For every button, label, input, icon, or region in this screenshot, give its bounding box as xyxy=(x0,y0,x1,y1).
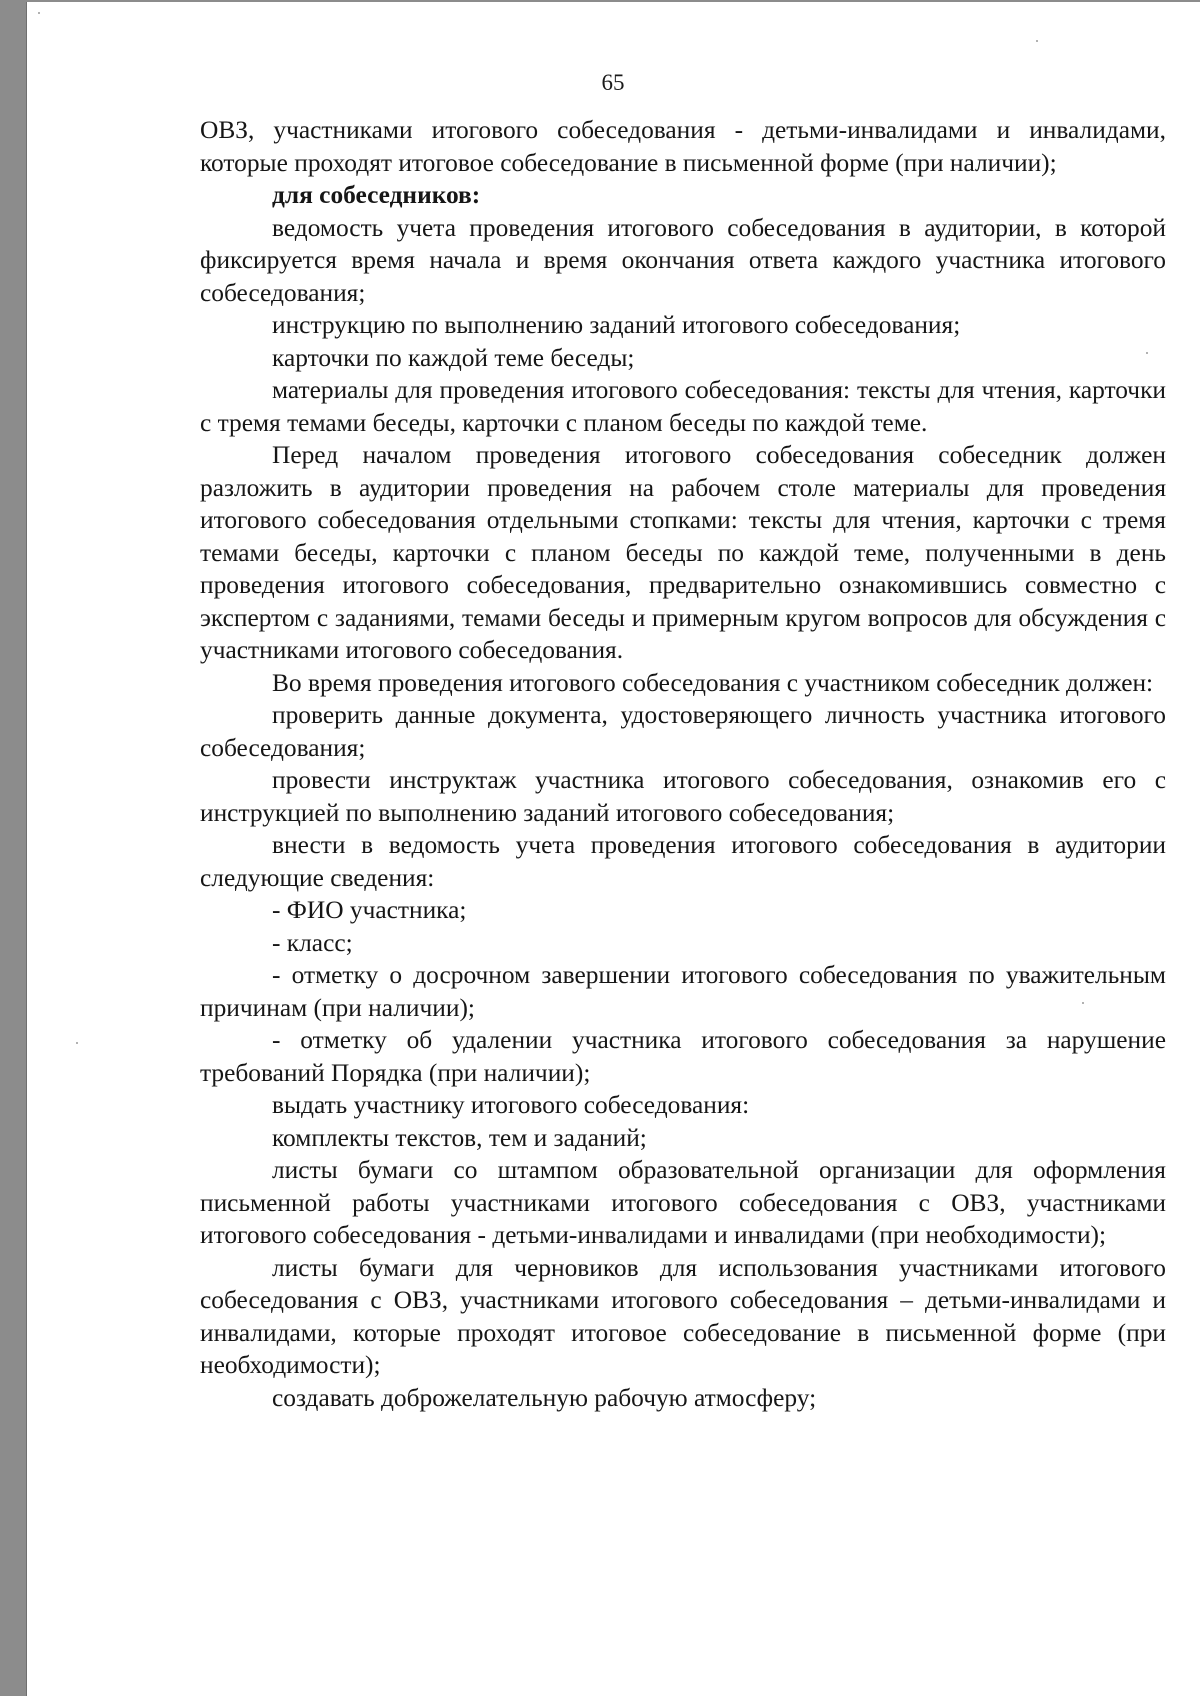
paragraph: Во время проведения итогового собеседования с участником собеседник должен: xyxy=(272,668,1154,697)
paragraph: провести инструктаж участника итогового собеседования, ознакомив его с инструкцией по выполнению заданий итогового собеседования; xyxy=(200,766,1166,827)
paragraph: листы бумаги со штампом образовательной организации для оформления письменной работы участниками итогового собеседования с ОВЗ, участниками итогового собеседования - детьми-инвалидами и инвалидами (при необходимости); xyxy=(200,1156,1166,1249)
paragraph: ведомость учета проведения итогового собеседования в аудитории, в которой фиксируется время начала и время окончания ответа каждого участника итогового собеседования; xyxy=(200,213,1166,307)
page-number: 65 xyxy=(601,70,625,95)
paragraph: комплекты текстов, тем и заданий; xyxy=(272,1123,647,1152)
paragraph: выдать участнику итогового собеседования: xyxy=(272,1091,750,1119)
document-page xyxy=(26,2,1200,1696)
paragraph: внести в ведомость учета проведения итогового собеседования в аудитории следующие сведения: xyxy=(200,831,1166,892)
scan-speck xyxy=(38,12,40,14)
paragraph: ОВЗ, участниками итогового собеседования - детьми-инвалидами и инвалидами, которые проходят итоговое собеседование в письменной форме (при наличии); xyxy=(200,116,1166,177)
scan-speck xyxy=(76,1042,78,1044)
scan-speck xyxy=(1036,40,1038,42)
paragraph: проверить данные документа, удостоверяющего личность участника итогового собеседования; xyxy=(200,701,1166,762)
paragraph: материалы для проведения итогового собеседования: тексты для чтения, карточки с тремя темами беседы, карточки с планом беседы по каждой теме. xyxy=(200,376,1166,437)
paragraph: Перед началом проведения итогового собеседования собеседник должен разложить в аудитории проведения на рабочем столе материалы для проведения итогового собеседования отдельными стопками: тексты для чтения, карточки с тремя темами беседы, карточки с планом беседы по каждой теме, полученными в день проведения итогового собеседования, предварительно ознакомившись совместно с экспертом с заданиями, темами беседы и примерным кругом вопросов для обсуждения с участниками итогового собеседования. xyxy=(200,441,1166,664)
paragraph: - отметку о досрочном завершении итогового собеседования по уважительным причинам (при наличии); xyxy=(200,961,1166,1022)
paragraph: инструкцию по выполнению заданий итогового собеседования; xyxy=(272,311,961,339)
paragraph: листы бумаги для черновиков для использования участниками итогового собеседования с ОВЗ, участниками итогового собеседования – детьми-инвалидами и инвалидами, которые проходят итоговое собеседование в письменной форме (при необходимости); xyxy=(200,1253,1166,1379)
paragraph: карточки по каждой теме беседы; xyxy=(272,343,635,372)
body-text xyxy=(200,114,1166,1414)
paragraph: - ФИО участника; xyxy=(272,896,467,924)
paragraph: создавать доброжелательную рабочую атмосферу; xyxy=(272,1383,817,1412)
paragraph: для собеседников: xyxy=(272,181,481,209)
paragraph: - класс; xyxy=(272,928,353,957)
paragraph: - отметку об удалении участника итогового собеседования за нарушение требований Порядка (при наличии); xyxy=(200,1026,1166,1087)
